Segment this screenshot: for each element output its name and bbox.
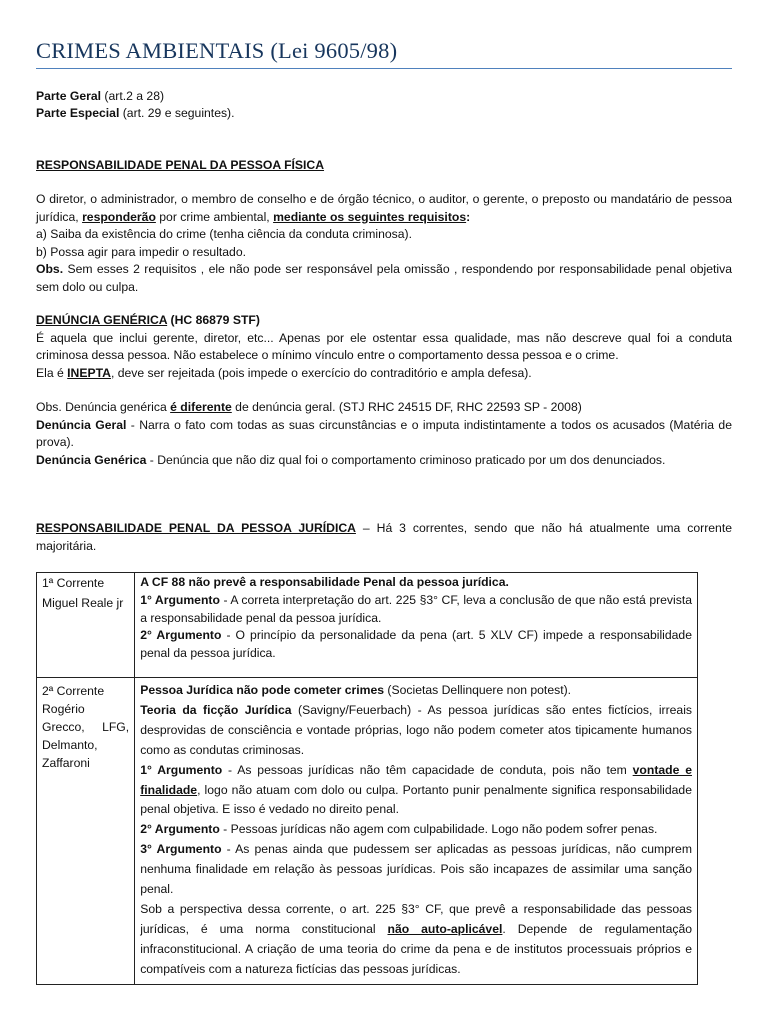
dg-geral-text: - Narra o fato com todas as suas circunstâncias e o imputa indistintamente a todos os acusados (Matéria de prova). — [36, 417, 732, 449]
row1-label-cell — [37, 573, 135, 678]
row2-a1-b: , logo não atuam com dolo ou culpa. Portanto punir penalmente significa responsabilidade penal objetiva. E isso é vedado no direito penal. — [140, 782, 692, 817]
parte-especial-text: (art. 29 e seguintes). — [119, 106, 235, 120]
row1-a2-label: 2° Argumento — [140, 628, 222, 643]
row2-teoria-label: Teoria da ficção Jurídica — [140, 702, 292, 717]
pf-p1-c: : — [466, 209, 471, 224]
pj-section — [36, 519, 732, 555]
pf-item-b: b) Possa agir para impedir o resultado. — [36, 244, 247, 259]
row2-label: 2ª Corrente — [42, 683, 105, 698]
parte-especial-label: Parte Especial — [36, 106, 120, 120]
pj-intro: – Há 3 correntes, sendo que não há atualmente uma corrente majoritária. — [36, 521, 732, 553]
row2-p-a: Sob a perspectiva dessa corrente, o art. 225 §3° CF, que prevê a responsabilidade das pessoas jurídicas, é uma norma constitucional — [140, 901, 692, 936]
dg-heading-u: DENÚNCIA GENÉRICA — [36, 313, 168, 327]
row2-content-cell — [135, 677, 698, 984]
row2-a1-u: vontade e finalidade — [140, 762, 692, 797]
pf-p1-b: por crime ambiental, — [155, 209, 274, 224]
pf-obs-label: Obs. — [36, 262, 64, 276]
dg-heading-rest: (HC 86879 STF) — [167, 313, 260, 327]
table-row — [37, 573, 698, 678]
dg-p2-a: Ela é — [36, 365, 68, 380]
dg-obs-u: é diferente — [170, 400, 232, 414]
row1-l1: A CF 88 não prevê a responsabilidade Penal da pessoa jurídica. — [140, 575, 509, 589]
dg-p1: É aquela que inclui gerente, diretor, etc... Apenas por ele ostentar essa qualidade, mas não descreve qual foi a conduta criminosa dessa pessoa. Não estabelece o mínimo vínculo entre o comportamento dessa pessoa e o crime. — [36, 330, 732, 362]
pf-obs-text: Sem esses 2 requisitos , ele não pode ser responsável pela omissão , respondendo por responsabilidade penal objetiva sem dolo ou culpa. — [36, 262, 732, 294]
row2-a1-label: 1° Argumento — [140, 762, 223, 777]
dg-p2-u: INEPTA — [67, 365, 111, 380]
pj-heading: RESPONSABILIDADE PENAL DA PESSOA JURÍDICA — [36, 521, 356, 535]
row2-label-cell — [37, 677, 135, 984]
row2-p-u: não auto-aplicável — [387, 921, 503, 936]
parte-geral-line — [36, 88, 732, 122]
row1-a2-text: - O princípio da personalidade da pena (art. 5 XLV CF) impede a responsabilidade penal da pessoa jurídica. — [140, 628, 692, 661]
row2-authors: Rogério Grecco, LFG, Delmanto, Zaffaroni — [42, 701, 130, 770]
pf-section — [36, 191, 732, 296]
dg-generica-text: - Denúncia que não diz qual foi o comportamento criminoso praticado por um dos denunciados. — [146, 452, 666, 467]
row2-l1-rest: (Societas Dellinquere non potest). — [384, 682, 572, 697]
pf-p1-u1: responderão — [82, 209, 156, 224]
row2-l1-b: Pessoa Jurídica não pode cometer crimes — [140, 682, 385, 697]
row1-label: 1ª Corrente — [42, 576, 105, 590]
pf-p1-a: O diretor, o administrador, o membro de conselho e de órgão técnico, o auditor, o gerente, o preposto ou mandatário de pessoa jurídica, — [36, 192, 732, 224]
pf-heading-text: RESPONSABILIDADE PENAL DA PESSOA FÍSICA — [36, 158, 325, 172]
parte-geral-label: Parte Geral — [36, 89, 102, 103]
document-title: CRIMES AMBIENTAIS (Lei 9605/98) — [36, 38, 732, 69]
dg-obs-section — [36, 399, 732, 469]
row2-a3-label: 3° Argumento — [140, 842, 222, 857]
dg-geral-label: Denúncia Geral — [36, 417, 127, 432]
pf-item-a: a) Saiba da existência do crime (tenha ciência da conduta criminosa). — [36, 227, 412, 241]
row1-content-cell — [135, 573, 698, 678]
row1-a1-label: 1° Argumento — [140, 592, 220, 607]
parte-geral-text: (art.2 a 28) — [101, 89, 165, 103]
dg-section — [36, 312, 732, 382]
dg-generica-label: Denúncia Genérica — [36, 452, 147, 467]
row2-a1-a: - As pessoas jurídicas não têm capacidade de conduta, pois não tem — [222, 762, 633, 777]
row2-teoria-text: (Savigny/Feuerbach) - As pessoa jurídicas são entes fictícios, irreais desprovidas de consciência e vontade próprias, logo não podem cometer atos tipicamente humanos como as condutas criminosas. — [140, 702, 692, 757]
row1-a1-text: - A correta interpretação do art. 225 §3° CF, leva a conclusão de que não está prevista a responsabilidade penal da pessoa jurídica. — [140, 592, 692, 625]
correntes-table — [36, 572, 698, 985]
dg-obs-a: Obs. Denúncia genérica — [36, 400, 171, 414]
row2-p-b: . Depende de regulamentação infraconstitucional. A criação de uma teoria do crime da pena e de institutos processuais próprios e compatíveis com a natureza fictícias das pessoas jurídicas. — [140, 921, 692, 976]
row2-a2-label: 2° Argumento — [140, 822, 220, 837]
row2-a3-text: - As penas ainda que pudessem ser aplicadas as pessoas jurídicas, não cumprem nenhuma finalidade em relação às pessoas jurídicas. Pois são incapazes de assimilar uma sanção penal. — [140, 842, 692, 897]
row1-author: Miguel Reale jr — [42, 596, 124, 610]
pf-p1-u2: mediante os seguintes requisitos — [273, 209, 467, 224]
table-row — [37, 677, 698, 984]
pf-heading — [36, 157, 732, 174]
dg-obs-b: de denúncia geral. (STJ RHC 24515 DF, RHC 22593 SP - 2008) — [231, 400, 582, 414]
dg-p2-b: , deve ser rejeitada (pois impede o exercício do contraditório e ampla defesa). — [110, 365, 532, 380]
row2-a2-text: - Pessoas jurídicas não agem com culpabilidade. Logo não podem sofrer penas. — [219, 822, 658, 837]
